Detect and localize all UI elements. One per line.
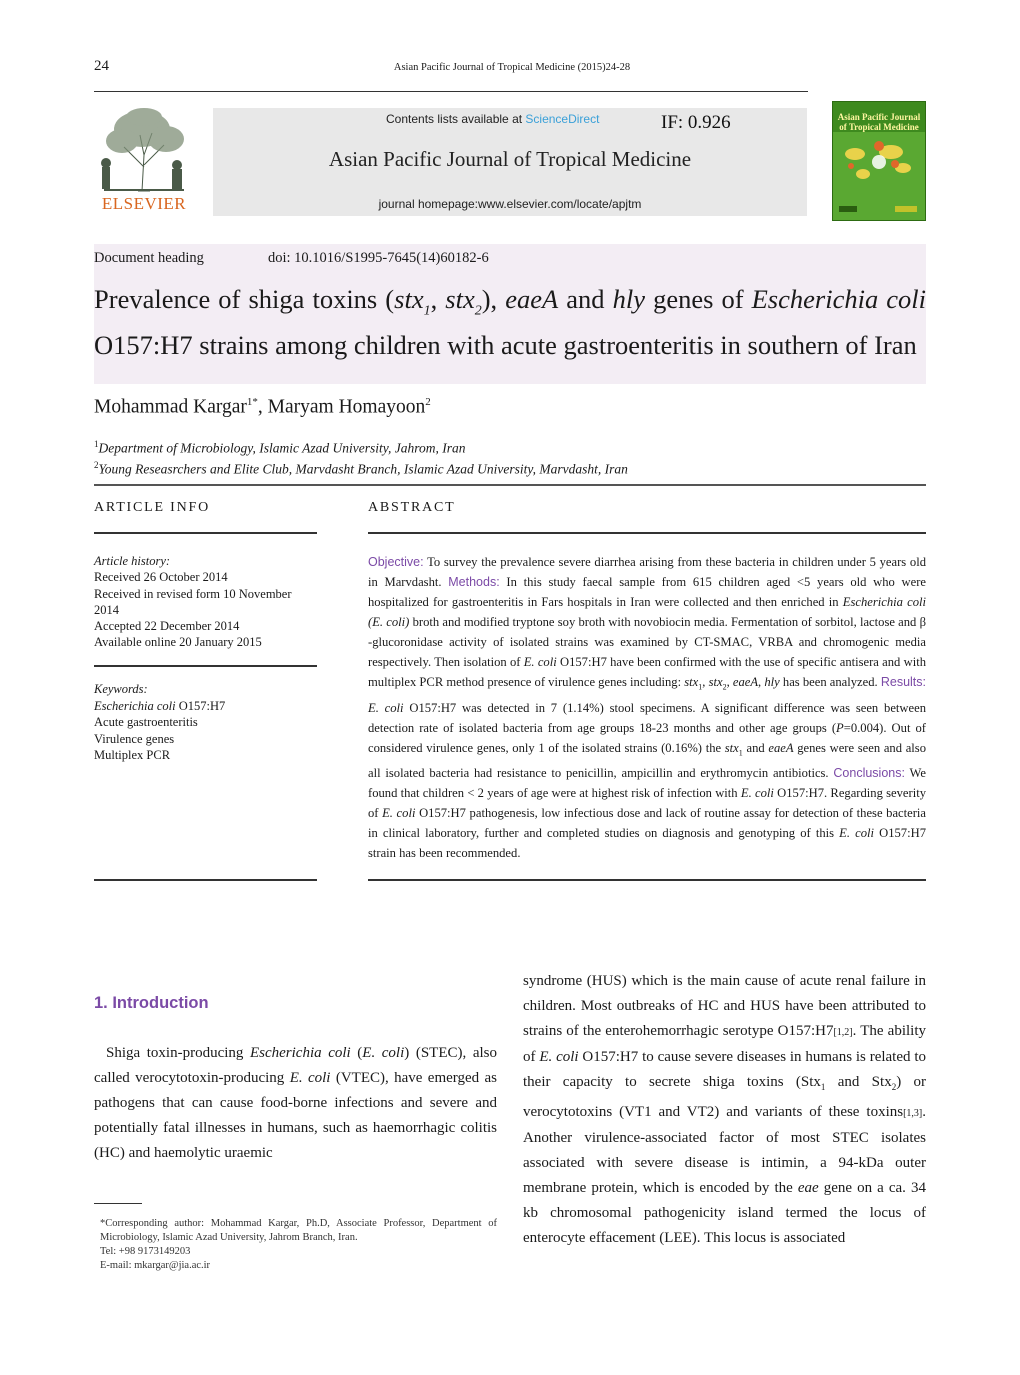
keywords-label: Keywords: [94,682,148,696]
abstract-text: has been analyzed. [779,675,881,689]
abstract-sub: 1 [698,682,703,692]
contents-prefix: Contents lists available at [386,112,526,126]
objective-label: Objective: [368,555,424,569]
journal-banner [213,108,807,216]
history-item: Available online 20 January 2015 [94,635,262,650]
divider [368,879,926,881]
title-text: Prevalence of shiga toxins ( [94,284,395,314]
keyword-text: O157:H7 [175,698,226,713]
footnote-rule [94,1203,142,1204]
abstract-text: , [702,675,709,689]
section-divider [94,484,926,486]
abstract-italic: eaeA [732,675,759,689]
abstract-text: and [742,740,769,755]
divider [94,532,317,534]
author-separator: , [257,396,268,418]
body-text: ) (STEC), also called verocytotoxin-producing [94,1045,497,1086]
impact-factor: IF: 0.926 [661,112,731,133]
title-text: and [558,284,613,314]
body-sub: 1 [820,1082,826,1092]
author-superscript: 1* [246,396,258,408]
title-gene-stx2: stx [445,284,475,314]
intro-column-right [523,969,926,1251]
abstract-sub: 1 [738,748,743,758]
history-label: Article history: [94,554,171,568]
abstract-italic: E. coli [740,786,774,801]
divider [368,532,926,534]
journal-cover-image[interactable] [832,101,926,221]
title-sub: 2 [474,303,482,319]
tree-icon [94,105,194,193]
abstract-italic: E. coli [382,806,416,821]
body-italic: Escherichia coli [249,1045,351,1061]
body-italic: E. coli [362,1045,405,1061]
abstract-text: O157:H7. Regarding severity of [368,786,927,821]
methods-label: Methods: [448,575,500,589]
abstract-italic: P [836,720,844,735]
abstract-text: =0.004). Out of considered virulence genes, only 1 of the isolated strains (0.16%) the [368,720,926,755]
abstract-text: , [758,675,765,689]
affiliation-text: Department of Microbiology, Islamic Azad University, Jahrom, Iran [98,440,466,456]
abstract-text: , [726,675,733,689]
page-number: 24 [94,58,109,74]
title-text: O157:H7 strains among children with acute gastroenteritis in southern of Iran [94,330,917,361]
cover-title: Asian Pacific Journal of Tropical Medicine [837,112,921,132]
body-text: O157:H7 to cause severe diseases in humans is related to their capacity to secrete shiga toxins (Stx [523,1049,927,1090]
title-species: Escherichia coli [751,284,927,314]
body-sub: 2 [891,1082,897,1092]
keyword[interactable]: Multiplex PCR [94,748,171,763]
body-text: syndrome (HUS) which is the main cause of acute renal failure in children. Most outbreaks of HC and HUS have been attributed to strains of the enterohemorrhagic serotype O157:H7 [523,973,926,1039]
abstract-text: genes were seen and also all isolated bacteria had resistance to penicillin, ampicillin and erythromycin antibiotics. [368,740,926,781]
keywords [94,681,319,764]
author-name[interactable]: Mohammad Kargar [94,396,247,418]
elsevier-wordmark: ELSEVIER [101,194,187,213]
body-text: . The ability of [523,1023,926,1065]
telephone: Tel: +98 9173149203 [100,1246,191,1257]
body-text: ( [350,1045,363,1061]
body-italic: E. coli [289,1070,331,1086]
section-heading-introduction: 1. Introduction [94,994,209,1012]
affiliation [94,436,628,457]
abstract-italic: E. coli [368,700,404,715]
body-text: gene on a ca. 34 kb chromosomal pathogenicity island termed the locus of enterocyte effacement (LEE). This locus is associated [523,1180,926,1246]
abstract-text: O157:H7 strain has been recommended. [368,826,926,861]
abstract-italic: hly [764,675,780,689]
keyword[interactable] [94,698,319,715]
author-superscript: 2 [425,396,431,408]
article-history [94,553,319,651]
abstract-text: O157:H7 pathogenesis, low infectious dose and lack of routine assay for detection of these bacteria in clinical laboratory, further and completed studies on diagnosis and genotyping of this [368,806,926,841]
affiliation [94,457,628,478]
title-gene-stx1: stx [394,284,424,314]
body-text: and Stx [825,1074,892,1090]
abstract-italic: eaeA [768,740,794,755]
abstract-text: We found that children < 2 years of age were at highest risk of infection with [368,766,927,801]
title-gene-eaea: eaeA [505,284,559,314]
corresponding-author: *Corresponding author: Mohammad Kargar, Ph.D, Associate Professor, Department of Microbiology, Islamic Azad University, Jahrom Branch, Iran. [100,1218,497,1243]
author-name[interactable]: Maryam Homayoon [267,396,426,418]
title-gene-hly: hly [612,284,645,314]
abstract-text: broth and modified tryptone soy broth with novobiocin media. Fermentation of sorbitol, lactose and β -glucoronidase activity of isolated strains was examined by CT-SMAC, VRBA and chromogenic media respectively. Then isolation of [368,615,927,669]
title-text: ), [481,284,506,314]
author-list [94,396,431,419]
citation-link[interactable]: [1,2] [833,1027,853,1038]
title-text: , [430,284,446,314]
corresponding-author-footnote [94,1217,497,1273]
history-item: Accepted 22 December 2014 [94,619,240,634]
body-text: . Another virulence-associated factor of most STEC isolates associated with severe disease is intimin, a 94-kDa outer membrane protein, which is encoded by the [523,1104,926,1196]
divider [94,879,317,881]
abstract-text: O157:H7 was detected in 7 (1.14%) stool specimens. A significant difference was seen between detection rate of isolated bacteria from age groups 18-23 months and other age groups ( [368,700,926,735]
body-italic: eae [797,1180,819,1196]
affiliation-text: Young Reseasrchers and Elite Club, Marvdasht Branch, Islamic Azad University, Marvdasht, Iran [98,461,628,476]
abstract-italic: stx [724,740,739,755]
abstract-text: In this study faecal sample from 615 children aged <5 years old who were hospitalized for gastroenteritis in Fars hospitals in Iran were collected and then enriched in [368,575,927,609]
abstract-heading: ABSTRACT [368,500,456,515]
abstract-sub: 2 [722,682,727,692]
abstract-italic: stx [684,675,699,689]
header-rule [94,91,808,92]
history-item: Received 26 October 2014 [94,570,228,585]
affiliations [94,436,628,477]
running-head: Asian Pacific Journal of Tropical Medicine (2015)24-28 [393,62,631,73]
divider [94,665,317,667]
history-item: Received in revised form 10 November 2014 [94,586,292,617]
affiliation-sup: 1 [94,439,99,449]
intro-column-left [94,1041,497,1166]
abstract-text: O157:H7 have been confirmed with the use of specific antisera and with multiplex PCR method presence of virulence genes including: [368,655,926,689]
body-text: ) or verocytotoxins (VT1 and VT2) and variants of these toxins [523,1074,926,1120]
affiliation-sup: 2 [94,459,99,470]
document-heading-label: Document heading [94,250,204,266]
journal-name[interactable]: Asian Pacific Journal of Tropical Medicine [328,147,692,171]
abstract-italic: E. coli [523,655,557,669]
sciencedirect-link[interactable]: ScienceDirect [525,112,600,126]
abstract-italic: stx [708,675,723,689]
abstract-italic: E. coli [839,826,874,841]
keyword[interactable]: Virulence genes [94,731,175,746]
results-label: Results: [880,675,926,689]
doi[interactable]: doi: 10.1016/S1995-7645(14)60182-6 [268,250,489,266]
title-sub: 1 [423,303,431,319]
body-text: Shiga toxin-producing [106,1045,250,1061]
journal-homepage-link[interactable]: journal homepage:www.elsevier.com/locate/apjtm [378,197,642,211]
email-link[interactable]: E-mail: mkargar@jia.ac.ir [100,1260,211,1271]
body-text: (VTEC), have emerged as pathogens that can cause food-borne infections and severe and potentially fatal illnesses in humans, such as haemorrhagic colitis (HC) and haemolytic uraemic [94,1070,498,1161]
keyword[interactable]: Acute gastroenteritis [94,715,198,730]
abstract-italic: Escherichia coli (E. coli) [368,595,926,629]
body-italic: E. coli [539,1049,579,1065]
conclusions-label: Conclusions: [833,766,905,781]
title-text: genes of [645,284,752,314]
elsevier-logo[interactable] [94,105,194,217]
abstract-text: To survey the prevalence severe diarrhea arising from these bacteria in children under 5 years old in Marvdasht. [368,555,926,589]
article-info-heading: ARTICLE INFO [94,500,211,515]
abstract-body [368,552,926,863]
article-title [94,282,926,362]
contents-available-line [386,112,599,126]
citation-link[interactable]: [1,3] [903,1108,923,1119]
keyword-species: Escherichia coli [94,698,176,713]
